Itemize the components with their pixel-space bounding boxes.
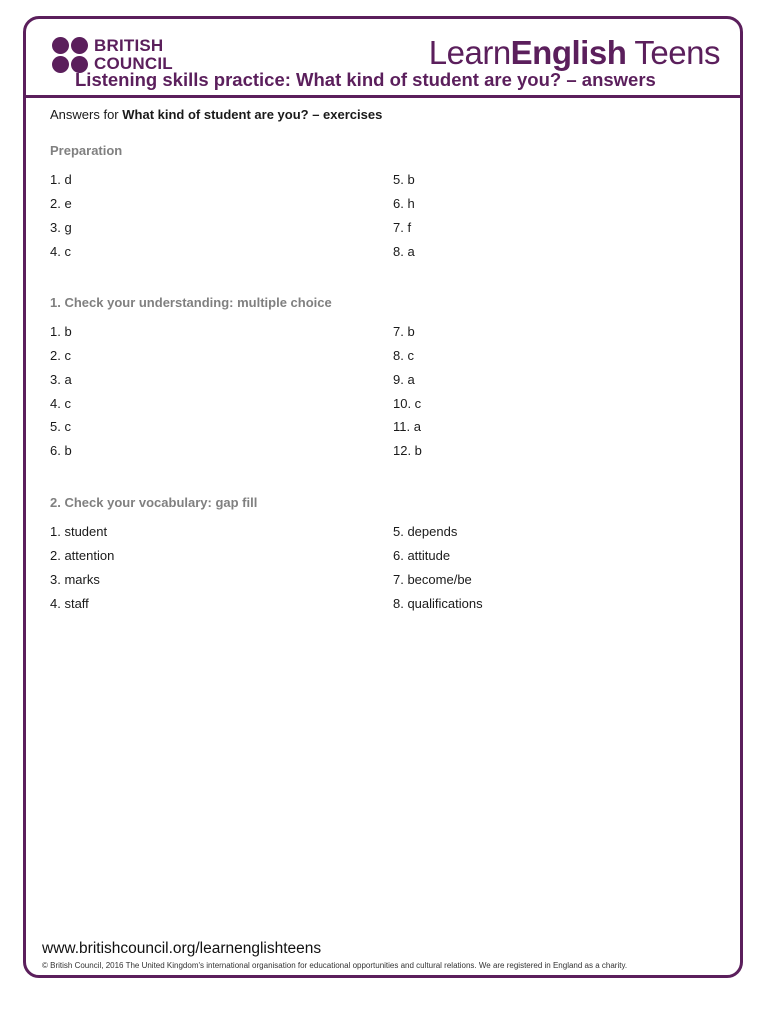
section-heading-multiple-choice: 1. Check your understanding: multiple choice [50, 295, 332, 310]
brand-teens: Teens [626, 34, 720, 71]
intro-prefix: Answers for [50, 107, 123, 122]
answer-item: 6. attitude [393, 548, 451, 563]
british-council-logo [52, 37, 173, 73]
answer-item: 3. g [50, 220, 72, 235]
answer-item: 1. student [50, 524, 108, 539]
intro-exercise-title: What kind of student are you? – exercises [122, 107, 383, 122]
intro-line [50, 107, 382, 122]
answer-item: 5. b [393, 172, 415, 187]
answer-item: 12. b [393, 443, 422, 458]
brand-english: English [510, 34, 627, 71]
answer-item: 8. qualifications [393, 596, 483, 611]
answer-item: 7. become/be [393, 572, 472, 587]
answer-item: 9. a [393, 372, 415, 387]
answer-item: 8. c [393, 348, 414, 363]
footer-url-link[interactable]: www.britishcouncil.org/learnenglishteens [42, 940, 322, 957]
answer-item: 7. f [393, 220, 412, 235]
answer-item: 6. h [393, 196, 415, 211]
answer-item: 7. b [393, 324, 415, 339]
brand-learn: Learn [428, 34, 511, 71]
answer-item: 1. d [50, 172, 72, 187]
section-heading-gap-fill: 2. Check your vocabulary: gap fill [50, 495, 258, 510]
logo-dots-icon [52, 37, 88, 73]
answer-item: 4. c [50, 244, 71, 259]
footer-copyright: © British Council, 2016 The United Kingdom's international organisation for educational opportunities and cultural relations. We are registered in England as a charity. [42, 961, 628, 970]
learnenglish-teens-logo [429, 34, 720, 72]
logo-line-2: COUNCIL [94, 54, 173, 73]
answer-item: 5. c [50, 419, 71, 434]
answer-item: 2. c [50, 348, 71, 363]
answer-item: 3. marks [50, 572, 100, 587]
answer-item: 4. c [50, 396, 71, 411]
answer-item: 4. staff [50, 596, 89, 611]
answer-item: 11. a [393, 419, 421, 434]
answer-item: 3. a [50, 372, 72, 387]
answer-item: 10. c [393, 396, 422, 411]
logo-line-1: BRITISH [94, 36, 164, 55]
answer-item: 8. a [393, 244, 415, 259]
answer-item: 6. b [50, 443, 72, 458]
answer-item: 2. e [50, 196, 72, 211]
answer-item: 5. depends [393, 524, 458, 539]
header-divider [26, 95, 742, 98]
answer-item: 2. attention [50, 548, 115, 563]
section-heading-preparation: Preparation [50, 143, 123, 158]
answer-item: 1. b [50, 324, 72, 339]
page-title: Listening skills practice: What kind of student are you? – answers [75, 69, 656, 90]
